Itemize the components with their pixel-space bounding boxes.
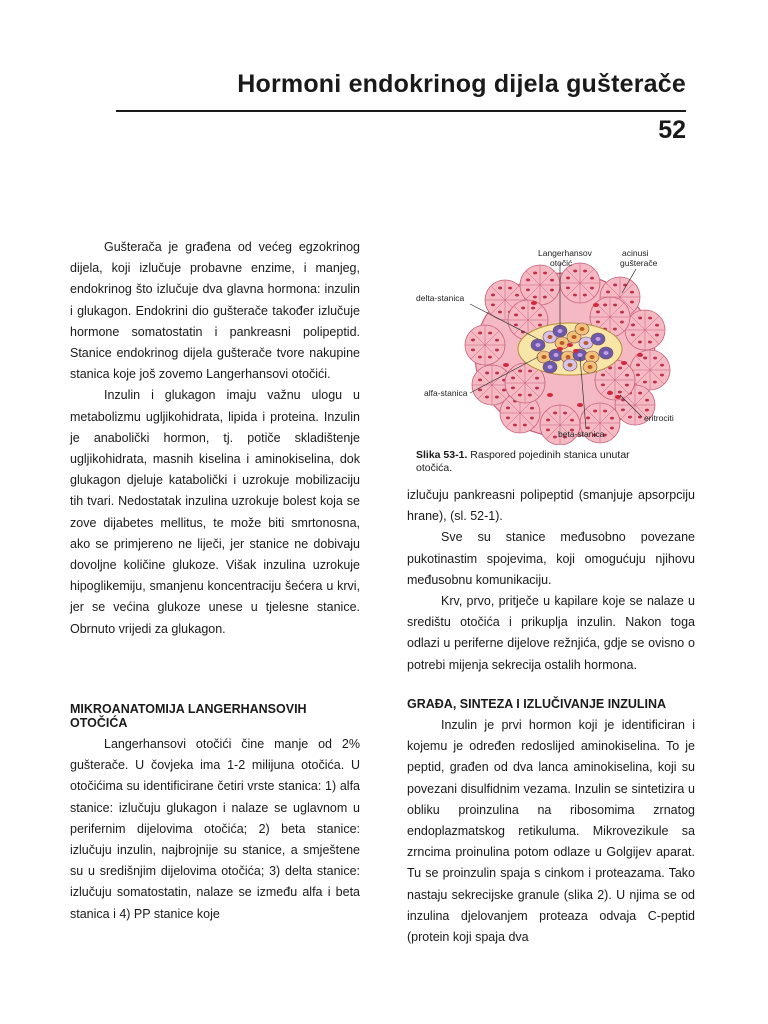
section-heading-insulin: GRAĐA, SINTEZA I IZLUČIVANJE INZULINA bbox=[407, 697, 667, 711]
beta-cell-nucleus bbox=[560, 341, 565, 345]
label-langerhans-2: otočić bbox=[550, 258, 573, 268]
beta-cell-nucleus bbox=[566, 355, 571, 359]
alpha-cell-nucleus bbox=[536, 343, 541, 347]
alpha-cell-nucleus bbox=[554, 353, 559, 357]
right-column-intro bbox=[407, 485, 695, 676]
left-column-section bbox=[70, 734, 360, 925]
erythrocyte bbox=[621, 361, 627, 365]
paragraph: Inzulin je prvi hormon koji je identificiran i kojemu je određen redoslijed aminokiselina. To je peptid, građen od dva lanca aminokiselina, koji su povezani disulfidnim vezama. Inzulin se sintetizira u obliku proinzulina na ribosomima zrnatog endoplazmatskog retikuluma. Mikrovezikule sa zrncima proinulina potom odlaze u Golgijev aparat. Tu se proinzulin spaja s cinkom i proteazama. Tako nastaju sekrecijske granule (slika 2). U njima se od inzulina djelovanjem proteaza odvaja C-peptid (protein koji spaja dva bbox=[407, 718, 695, 945]
label-delta: delta-stanica bbox=[416, 293, 465, 303]
label-acini-2: gušterače bbox=[620, 258, 658, 268]
langerhans-islet bbox=[518, 323, 622, 375]
beta-cell-nucleus bbox=[542, 355, 547, 359]
erythrocyte bbox=[557, 347, 563, 351]
erythrocyte bbox=[503, 363, 509, 367]
label-eritrociti: eritrociti bbox=[644, 413, 674, 423]
left-column-intro bbox=[70, 237, 360, 640]
acinus bbox=[630, 350, 670, 390]
label-alfa: alfa-stanica bbox=[424, 388, 468, 398]
label-acini-1: acinusi bbox=[622, 248, 649, 258]
chapter-number: 52 bbox=[658, 116, 686, 144]
right-column-section bbox=[407, 715, 695, 948]
title-rule bbox=[116, 110, 686, 112]
paragraph: Gušterača je građena od većeg egzokrinog dijela, koji izlučuje probavne enzime, i manjeg, endokrinog što izlučuje dva glavna hormona: inzulin i glukagon. Endokrini dio gušterače također izlučuje hormone somatostatin i pankreasni polipeptid. Stanice endokrinog dijela gušterače tvore nakupine stanica koje još zovemo Langerhansovi otočići. bbox=[70, 240, 360, 382]
alpha-cell-nucleus bbox=[604, 351, 609, 355]
erythrocyte bbox=[573, 349, 579, 353]
alpha-cell-nucleus bbox=[596, 337, 601, 341]
paragraph: izlučuju pankreasni polipeptid (smanjuje apsorpciju hrane), (sl. 52-1). bbox=[407, 488, 695, 524]
section-heading: MIKROANATOMIJA LANGERHANSOVIH OTOČIĆA bbox=[70, 702, 307, 730]
erythrocyte bbox=[637, 353, 643, 357]
beta-cell-nucleus bbox=[580, 327, 585, 331]
acinus bbox=[625, 310, 665, 350]
delta-cell-nucleus bbox=[548, 335, 553, 339]
acinus bbox=[465, 325, 505, 365]
alpha-cell-nucleus bbox=[548, 365, 553, 369]
caption-label: Slika 53-1. bbox=[416, 449, 468, 461]
islet-figure bbox=[410, 245, 690, 445]
erythrocyte bbox=[567, 343, 573, 347]
acinus bbox=[540, 405, 580, 445]
acinus bbox=[520, 265, 560, 305]
caption-text: Raspored pojedinih stanica unutar otočića. bbox=[416, 449, 630, 474]
acinus bbox=[560, 263, 600, 303]
label-beta: beta-stanica bbox=[558, 429, 605, 439]
alpha-cell-nucleus bbox=[558, 329, 563, 333]
delta-cell-nucleus bbox=[584, 341, 589, 345]
beta-cell-nucleus bbox=[572, 335, 577, 339]
figure-caption bbox=[416, 449, 666, 474]
paragraph: Sve su stanice međusobno povezane pukotinastim spojevima, koji omogućuju njihovu međusobnu komunikaciju. bbox=[407, 530, 695, 587]
paragraph: Langerhansovi otočići čine manje od 2% gušterače. U čovjeka ima 1-2 milijuna otočića. U otočićima su identificirane četiri vrste stanica: 1) alfa stanice: izlučuju glukagon i nalaze se uglavnom u perifernim dijelovima otočića; 2) beta stanice: izlučuju inzulin, najbrojnije su stanice, a smještene su u središnjim dijelovima otočića; 3) delta stanice: izlučuju somatostatin, nalaze se između alfa i beta stanica i 4) PP stanice koje bbox=[70, 737, 360, 921]
erythrocyte bbox=[615, 395, 621, 399]
erythrocyte bbox=[593, 303, 599, 307]
beta-cell-nucleus bbox=[590, 355, 595, 359]
page-title: Hormoni endokrinog dijela gušterače bbox=[237, 70, 686, 98]
paragraph: Inzulin i glukagon imaju važnu ulogu u metabolizmu ugljikohidrata, lipida i proteina. Inzulin je anabolički hormon, tj. potiče skladištenje ugljikohidrata, masnih kiselina i aminokiselina, dok glukagon djeluje katabolički i uzrokuje mobilizaciju tih tvari. Nedostatak inzulina uzrokuje bolest koja se zove dijabetes mellitus, te može biti smrtonosna, ako se primjereno ne liječi, jer stanice ne dobivaju dovoljne količine glukoze. Višak inzulina uzrokuje hipoglikemiju, smanjenu koncentraciju šećera u krvi, jer se većina glukoze unese u tjelesne stanice. Obrnuto vrijedi za glukagon. bbox=[70, 388, 360, 636]
beta-cell-nucleus bbox=[588, 365, 593, 369]
alpha-cell-nucleus bbox=[578, 353, 583, 357]
erythrocyte bbox=[531, 301, 537, 305]
paragraph: Krv, prvo, pritječe u kapilare koje se nalaze u središtu otočića i prikuplja inzulin. Nakon toga odlazi u periferne dijelove režnjića, gdje se ovisno o potrebi mijenja sekrecija ostalih hormona. bbox=[407, 594, 695, 672]
erythrocyte bbox=[577, 403, 583, 407]
erythrocyte bbox=[607, 391, 613, 395]
erythrocyte bbox=[547, 393, 553, 397]
label-langerhans-1: Langerhansov bbox=[538, 248, 592, 258]
delta-cell-nucleus bbox=[568, 363, 573, 367]
